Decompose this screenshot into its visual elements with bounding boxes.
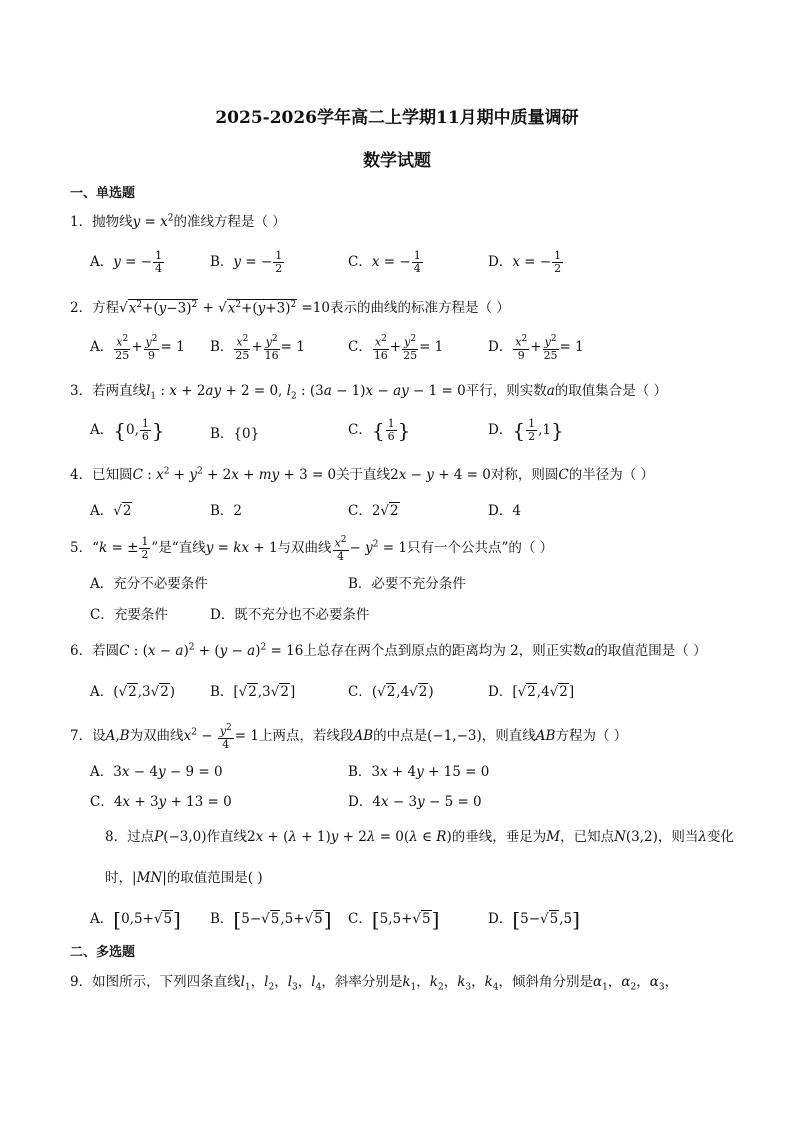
q3-stem-c: 的取值集合是（ ）: [554, 383, 668, 399]
q8-option-d: D．[5−√5,5]: [488, 907, 580, 932]
q7-stem-f: 方程为（ ）: [555, 727, 628, 744]
question-3: 3．若两直线$l_1$ : x + 2ay + 2 = 0, $l_2$ : (3a − 1)x − ay − 1 = 0平行，则实数a的取值集合是（ ）: [70, 383, 668, 402]
q3-stem-b: 平行，则实数: [465, 383, 547, 399]
q7-stem-a: 7．设: [70, 727, 106, 744]
q7-stem-d: 的中点是: [373, 727, 428, 744]
q7-option-b: B．3x + 4y + 15 = 0: [348, 764, 490, 780]
question-1: 1．抛物线$y = x^2$的准线方程是（ ）: [70, 213, 286, 230]
q3-stem-a: 3．若两直线: [70, 383, 147, 399]
q5-option-d: D．既不充分也不必要条件: [210, 607, 370, 623]
q4-stem-d: 的半径为（ ）: [568, 467, 655, 483]
section-single-choice: 一、单选题: [70, 186, 136, 201]
q6-option-a: A．(√2,3√2): [90, 684, 176, 700]
q7-stem-b: 为双曲线: [129, 727, 184, 744]
q1-option-a: A．y = − $\frac{1}{4}$: [90, 249, 163, 275]
question-8-line2: 时，|MN|的取值范围是( ): [105, 870, 263, 886]
q8-stem-f: 变化: [706, 829, 734, 845]
q4-option-c: C．2√2: [348, 503, 399, 519]
question-5: 5．“k = ± $\frac{1}{2}$ ”是“直线y = kx + 1与双曲线 $\frac{x^2}{4}$ − $y^2 = 1$只有一个公共点”的（ ）: [70, 534, 554, 563]
q5-stem-d: 只有一个公共点”的（ ）: [406, 539, 554, 556]
q1-option-c: C．x = − $\frac{1}{4}$: [348, 249, 421, 275]
q5-stem-b: ”是“直线: [151, 539, 206, 556]
page-title: 2025-2026学年高二上学期11月期中质量调研: [215, 108, 579, 128]
q4-option-d: D．4: [488, 503, 521, 519]
q7-option-c: C．4x + 3y + 13 = 0: [90, 794, 232, 810]
q8-line2-a: 时，: [105, 870, 132, 886]
q7-option-a: A．3x − 4y − 9 = 0: [90, 764, 223, 780]
q4-stem-c: 对称，则圆: [490, 467, 559, 483]
q4-option-b: B．2: [210, 503, 243, 519]
q7-stem-c: 上两点，若线段: [258, 727, 354, 744]
question-8: 8．过点P(−3,0)作直线2x + (λ + 1)y + 2λ = 0(λ ∈ R)的垂线，垂足为M，已知点N(3,2)，则当λ变化: [105, 829, 734, 845]
q6-stem-c: 的取值范围是（ ）: [594, 643, 707, 659]
q5-option-c: C．充要条件: [90, 607, 168, 623]
q9-stem-c: ，倾斜角分别是: [498, 974, 594, 990]
question-2: 2．方程$√x^2+(y-3)^2 + √x^2+(y+3)^2 =10$表示的曲线的标准方程是（ ）: [70, 299, 510, 316]
q8-line2-b: 的取值范围是( ): [166, 870, 263, 886]
q6-option-b: B．[√2,3√2]: [210, 684, 296, 700]
question-6: 6．若圆C : $(x - a)^2 + (y - a)^2 = 16$上总存在两个点到原点的距离均为 2，则正实数a的取值范围是（ ）: [70, 642, 707, 659]
q2-stem-a: 2．方程: [70, 300, 120, 316]
q5-option-b: B．必要不充分条件: [348, 576, 466, 592]
q3-option-c: C．{ $\frac{1}{6}$ }: [348, 417, 411, 443]
q8-stem-a: 8．过点: [105, 829, 155, 845]
q4-stem-a: 4．已知圆: [70, 467, 133, 483]
q2-option-d: D． $\frac{x^2}{9}$ + $\frac{y^2}{25}$ = 1: [488, 334, 584, 362]
q7-option-d: D．4x − 3y − 5 = 0: [348, 794, 482, 810]
q8-option-b: B．[5−√5,5+√5]: [210, 907, 332, 932]
q6-stem-a: 6．若圆: [70, 643, 120, 659]
q2-option-b: B． $\frac{x^2}{25}$ + $\frac{y^2}{16}$ = 1: [210, 334, 305, 362]
q4-stem-b: 关于直线: [336, 467, 391, 483]
q9-stem-a: 9．如图所示，下列四条直线: [70, 974, 241, 990]
q9-stem-b: ，斜率分别是: [321, 974, 403, 990]
q8-stem-c: 的垂线，垂足为: [451, 829, 547, 845]
q6-stem-b: 上总存在两个点到原点的距离均为 2，则正实数: [303, 643, 587, 659]
q1-option-b: B．y = − $\frac{1}{2}$: [210, 249, 283, 275]
q2-option-c: C． $\frac{x^2}{16}$ + $\frac{y^2}{25}$ = 1: [348, 334, 444, 362]
q5-option-a: A．充分不必要条件: [90, 576, 208, 592]
q8-stem-b: 作直线: [206, 829, 248, 845]
q1-option-d: D．x = − $\frac{1}{2}$: [488, 249, 562, 275]
q4-option-a: A．√2: [90, 503, 132, 519]
q5-stem-c: 与双曲线: [277, 539, 332, 556]
q1-stem-a: 1．抛物线: [70, 214, 133, 230]
q1-stem-b: 的准线方程是（ ）: [173, 214, 286, 230]
question-9: 9．如图所示，下列四条直线$l_1$，$l_2$，$l_3$，$l_4$，斜率分别是$k_1$，$k_2$，$k_3$，$k_4$，倾斜角分别是$\alpha_1$，$\alpha_2$，$\alpha_3$，: [70, 974, 679, 993]
question-4: 4．已知圆C : $x^2 + y^2 + 2x$ + my + 3 = 0关于直线2x − y + 4 = 0对称，则圆C的半径为（ ）: [70, 466, 655, 483]
section-multi-choice: 二、多选题: [70, 945, 136, 960]
q3-option-b: B．{0}: [210, 426, 260, 442]
q6-option-c: C．(√2,4√2): [348, 684, 434, 700]
q8-stem-d: ，已知点: [560, 829, 615, 845]
q8-option-a: A．[0,5+√5]: [90, 907, 181, 932]
page-subtitle: 数学试题: [363, 151, 431, 171]
q8-stem-e: ，则当: [657, 829, 699, 845]
q8-option-c: C．[5,5+√5]: [348, 907, 440, 932]
question-7: 7．设A,B为双曲线$x^2$ − $\frac{y^2}{4}$ = 1上两点，若线段AB的中点是(−1,−3)，则直线AB方程为（ ）: [70, 723, 628, 751]
q6-option-d: D．[√2,4√2]: [488, 684, 575, 700]
q3-option-d: D．{ $\frac{1}{2}$ ,1}: [488, 417, 564, 443]
q7-stem-e: ，则直线: [481, 727, 536, 744]
q2-option-a: A． $\frac{x^2}{25}$ + $\frac{y^2}{9}$ = 1: [90, 334, 185, 362]
q2-stem-b: 表示的曲线的标准方程是（ ）: [329, 300, 510, 316]
q3-option-a: A．{0, $\frac{1}{6}$ }: [90, 417, 165, 443]
q5-stem-a: 5．“: [70, 539, 99, 556]
